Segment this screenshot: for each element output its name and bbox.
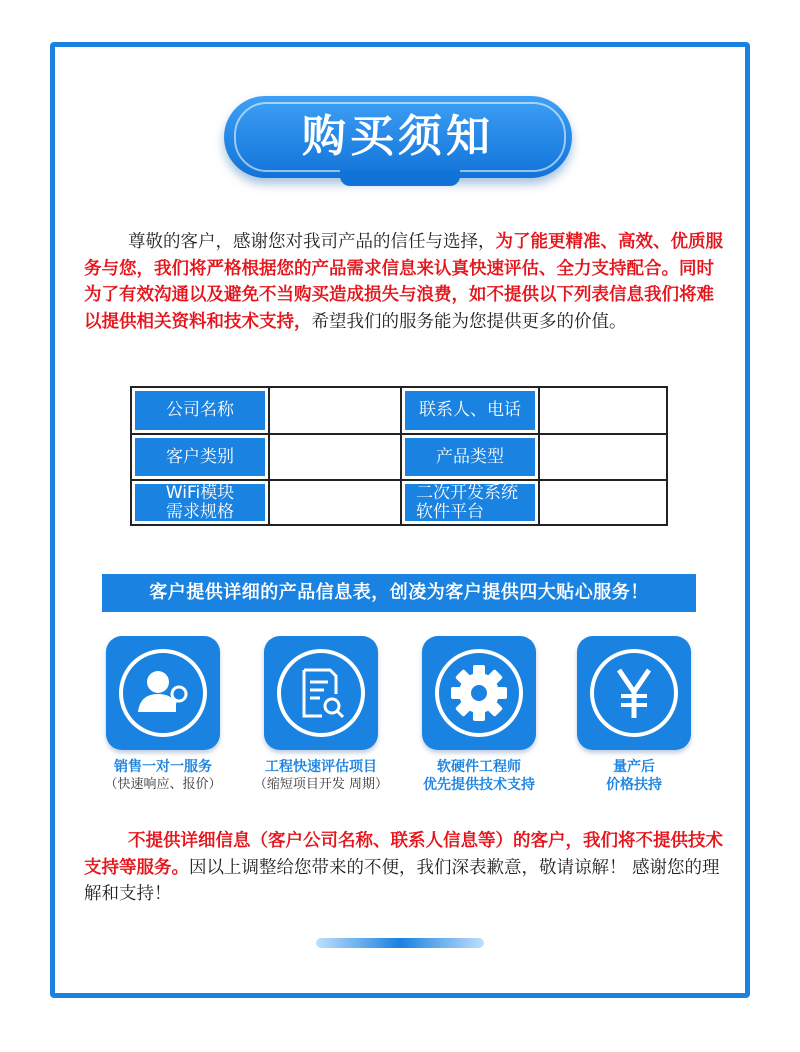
wifi-spec-field[interactable] — [269, 480, 401, 525]
label-company-name: 公司名称 — [131, 387, 269, 434]
service-item: 软硬件工程师 优先提供技术支持 — [404, 636, 554, 794]
services-banner: 客户提供详细的产品信息表，创凌为客户提供四大贴心服务！ — [102, 574, 696, 612]
label-customer-type: 客户类别 — [131, 434, 269, 481]
contact-phone-field[interactable] — [539, 387, 667, 434]
service-item: 量产后 价格扶持 — [559, 636, 709, 794]
table-row — [131, 434, 667, 481]
service-item: 销售一对一服务 （快速响应、报价） — [88, 636, 238, 794]
decorative-divider — [316, 938, 484, 948]
label-software-platform: 二次开发系统 软件平台 — [401, 480, 539, 525]
company-name-field[interactable] — [269, 387, 401, 434]
product-type-field[interactable] — [539, 434, 667, 481]
yen-icon — [577, 636, 691, 750]
label-wifi-spec: WiFi模块 需求规格 — [131, 480, 269, 525]
software-platform-field[interactable] — [539, 480, 667, 525]
page-title: 购买须知 — [302, 111, 494, 162]
label-contact-phone: 联系人、电话 — [401, 387, 539, 434]
closing-paragraph: 不提供详细信息（客户公司名称、联系人信息等）的客户，我们将不提供技术支持等服务。因以上调整给您带来的不便，我们深表歉意，敬请谅解！ 感谢您的理解和支持！ — [84, 831, 723, 904]
table-row — [131, 387, 667, 434]
gear-icon — [422, 636, 536, 750]
customer-type-field[interactable] — [269, 434, 401, 481]
service-item: 工程快速评估项目 （缩短项目开发 周期） — [246, 636, 396, 794]
info-table — [130, 386, 668, 526]
intro-paragraph: 尊敬的客户，感谢您对我司产品的信任与选择，为了能更精准、高效、优质服务与您，我们将严格根据您的产品需求信息来认真快速评估、全力支持配合。同时为了有效沟通以及避免不当购买造成损失与浪费，如不提供以下列表信息我们将难以提供相关资料和技术支持，希望我们的服务能为您提供更多的价值。 — [84, 232, 723, 332]
label-product-type: 产品类型 — [401, 434, 539, 481]
document-search-icon — [264, 636, 378, 750]
table-row — [131, 480, 667, 525]
customer-service-icon — [106, 636, 220, 750]
